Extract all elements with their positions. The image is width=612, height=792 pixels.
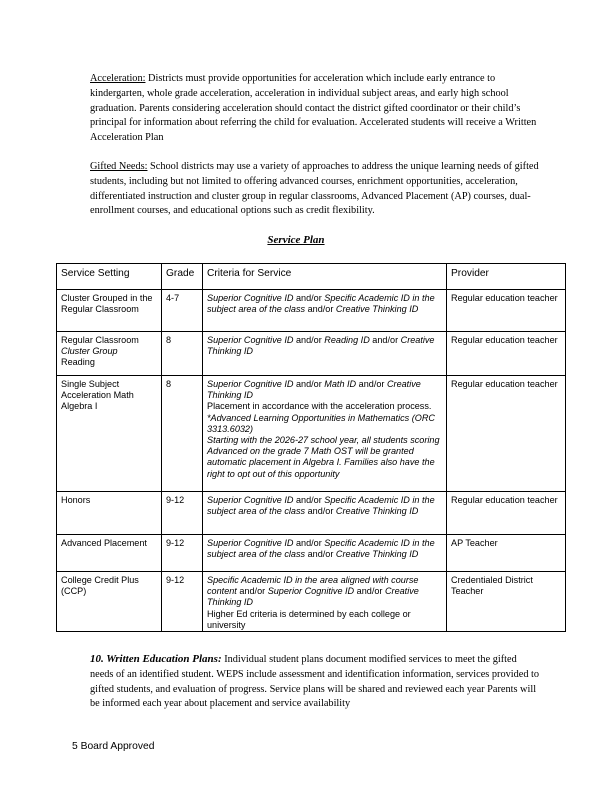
criteria-text: Creative Thinking ID <box>335 304 419 315</box>
table-header-row <box>57 264 566 290</box>
setting-text: Regular Classroom <box>61 335 139 345</box>
grade-cell: 9-12 <box>162 535 203 572</box>
criteria-text: and/or <box>293 495 325 505</box>
setting-after-text: Reading <box>61 357 95 368</box>
criteria-text: Specific Academic ID in the subject area of the class <box>207 495 435 517</box>
criteria-cell <box>203 572 447 632</box>
criteria-text: Higher Ed criteria is determined by each college or university <box>207 608 411 630</box>
criteria-text: Creative Thinking ID <box>335 506 419 517</box>
criteria-text: Creative Thinking ID <box>207 335 435 357</box>
table-row <box>57 535 566 572</box>
written-plans-heading: 10. Written Education Plans: <box>90 653 222 665</box>
grade-cell: 8 <box>162 376 203 492</box>
header-grade: Grade <box>162 264 203 290</box>
provider-cell: Regular education teacher <box>447 332 566 376</box>
criteria-text: and/or <box>369 335 401 345</box>
criteria-text: and/or <box>356 379 387 389</box>
criteria-cell <box>203 290 447 332</box>
service-setting-cell: Single Subject Acceleration Math Algebra I <box>57 376 162 492</box>
criteria-text: Creative Thinking ID <box>207 379 421 401</box>
service-plan-table <box>56 263 566 632</box>
service-plan-title: Service Plan <box>267 234 325 246</box>
service-setting-cell: Honors <box>57 492 162 535</box>
criteria-cell <box>203 376 447 492</box>
criteria-text: and/or <box>293 293 325 303</box>
criteria-text: *Advanced Learning Opportunities in Mathematics (ORC 3313.6032) <box>207 412 435 434</box>
service-setting-cell: Advanced Placement <box>57 535 162 572</box>
provider-cell: Credentialed District Teacher <box>447 572 566 632</box>
service-setting-cell <box>57 332 162 376</box>
criteria-cell <box>203 492 447 535</box>
criteria-text: and/or <box>354 586 385 597</box>
grade-cell: 4-7 <box>162 290 203 332</box>
grade-cell: 9-12 <box>162 492 203 535</box>
grade-cell: 9-12 <box>162 572 203 632</box>
acceleration-heading: Acceleration: <box>90 73 146 84</box>
criteria-text: Creative Thinking ID <box>207 586 419 608</box>
criteria-text: and/or <box>236 586 268 597</box>
header-provider: Provider <box>447 264 566 290</box>
header-criteria: Criteria for Service <box>203 264 447 290</box>
table-row <box>57 376 566 492</box>
criteria-cell <box>203 535 447 572</box>
criteria-text: Specific Academic ID in the subject area of the class <box>207 293 435 315</box>
page-footer: 5 Board Approved <box>72 741 155 752</box>
table-row <box>57 572 566 632</box>
written-plans-text: Individual student plans document modified services to meet the gifted needs of an identified student. WEPS include assessment and identification information, services provided to gifted students, and evaluation of progress. Service plans will be shared and reviewed each year Parents will be informed each year about placement and service availability <box>90 654 540 710</box>
criteria-text: Placement in accordance with the acceleration process. <box>207 401 432 412</box>
header-service-setting: Service Setting <box>57 264 162 290</box>
gifted-needs-text: School districts may use a variety of approaches to address the unique learning needs of gifted students, including but not limited to offering advanced courses, enrichment opportunities, acceleration, differentiated instruction and cluster group in regular classrooms, Advanced Placement (AP) courses, dual-enrollment courses, and educational options such as credit flexibility. <box>90 161 539 217</box>
service-setting-cell: Cluster Grouped in the Regular Classroom <box>57 290 162 332</box>
gifted-needs-heading: Gifted Needs: <box>90 161 148 172</box>
criteria-text: Superior Cognitive ID <box>207 538 294 548</box>
criteria-text: Superior Cognitive ID <box>207 335 294 345</box>
criteria-text: and/or <box>293 335 325 345</box>
criteria-text: and/or <box>305 549 336 560</box>
service-setting-cell: College Credit Plus (CCP) <box>57 572 162 632</box>
table-row <box>57 332 566 376</box>
acceleration-paragraph <box>90 72 540 146</box>
setting-italic-text: Cluster Group <box>61 346 118 357</box>
provider-cell: Regular education teacher <box>447 376 566 492</box>
criteria-text: Specific Academic ID in the area aligned with course content <box>207 575 419 597</box>
grade-cell: 8 <box>162 332 203 376</box>
criteria-text: Superior Cognitive ID <box>267 586 355 597</box>
criteria-text: Superior Cognitive ID <box>207 495 294 505</box>
criteria-text: Creative Thinking ID <box>335 549 419 560</box>
criteria-text: Superior Cognitive ID <box>207 293 294 303</box>
criteria-text: and/or <box>305 304 336 315</box>
criteria-text: and/or <box>293 379 325 389</box>
criteria-text: Starting with the 2026-27 school year, all students scoring Advanced on the grade 7 Math OST will be granted automatic placement in Algebra I. Families also have the right to opt out of this opportunity <box>207 435 440 479</box>
criteria-text: Reading ID <box>324 335 370 345</box>
criteria-text: and/or <box>293 538 325 548</box>
written-plans-paragraph <box>90 652 542 712</box>
criteria-text: Specific Academic ID in the subject area of the class <box>207 538 435 560</box>
gifted-needs-paragraph <box>90 160 540 219</box>
acceleration-text: Districts must provide opportunities for acceleration which include early entrance to kindergarten, whole grade acceleration, acceleration in individual subject areas, and early high school graduation. Parents considering acceleration should contact the district gifted coordinator or their child’s principal for information about referring the child for evaluation. Accelerated students will receive a Written Acceleration Plan <box>90 73 537 144</box>
criteria-text: Superior Cognitive ID <box>207 379 294 389</box>
provider-cell: Regular education teacher <box>447 492 566 535</box>
table-row <box>57 290 566 332</box>
criteria-text: and/or <box>305 506 336 517</box>
provider-cell: Regular education teacher <box>447 290 566 332</box>
table-row <box>57 492 566 535</box>
provider-cell: AP Teacher <box>447 535 566 572</box>
criteria-text: Math ID <box>324 379 357 389</box>
criteria-cell <box>203 332 447 376</box>
